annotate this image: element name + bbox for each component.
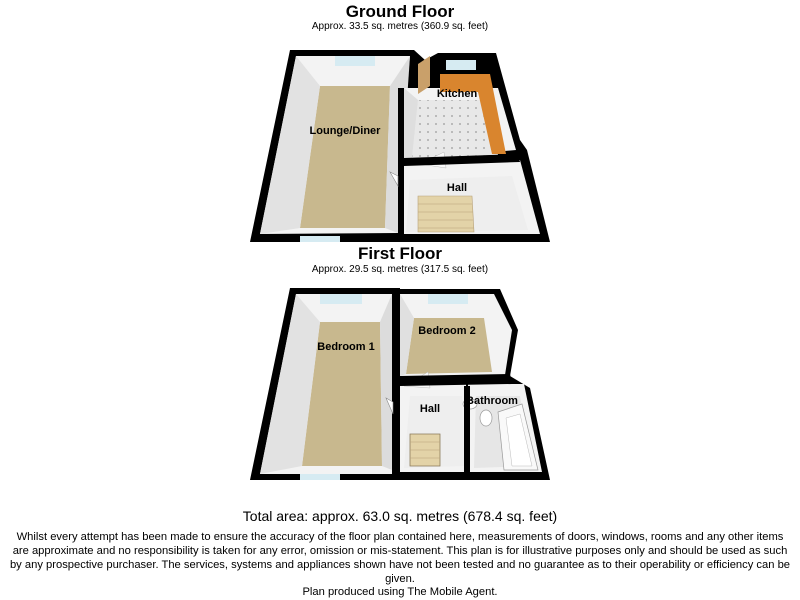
room-label-kitchen: Kitchen bbox=[436, 88, 478, 100]
disclaimer-text: Whilst every attempt has been made to ensure the accuracy of the floor plan contained here, measurements of doors, windows, rooms and any other items are approximate and no responsibility is taken for any error, omission or mis-statement. This plan is for illustrative purposes only and should be used as such by any prospective purchaser. The services, systems and appliances shown have not been tested and no guarantee as to their operability or efficiency can be given. bbox=[9, 531, 791, 585]
first-floor-plan bbox=[250, 288, 550, 480]
ground-floor-plan bbox=[250, 50, 550, 242]
total-area: Total area: approx. 63.0 sq. metres (678.4 sq. feet) bbox=[242, 508, 558, 524]
first-floor-title: First Floor bbox=[357, 244, 443, 263]
lounge-diner-room bbox=[260, 56, 410, 234]
ground-floor-title: Ground Floor bbox=[345, 2, 455, 21]
room-label-first-hall: Hall bbox=[419, 403, 441, 415]
room-label-bedroom-1: Bedroom 1 bbox=[317, 341, 375, 353]
room-label-lounge-diner: Lounge/Diner bbox=[309, 125, 381, 137]
first-hall-room bbox=[400, 372, 466, 472]
room-label-bedroom-2: Bedroom 2 bbox=[418, 325, 476, 337]
credit-text: Plan produced using The Mobile Agent. bbox=[302, 586, 498, 598]
room-label-ground-hall: Hall bbox=[446, 182, 468, 194]
staircase bbox=[418, 196, 474, 232]
ground-floor-area: Approx. 33.5 sq. metres (360.9 sq. feet) bbox=[311, 21, 489, 32]
room-label-bathroom: Bathroom bbox=[466, 395, 518, 407]
toilet bbox=[480, 410, 492, 426]
bedroom-1-room bbox=[260, 294, 392, 474]
first-floor-area: Approx. 29.5 sq. metres (317.5 sq. feet) bbox=[311, 264, 489, 275]
